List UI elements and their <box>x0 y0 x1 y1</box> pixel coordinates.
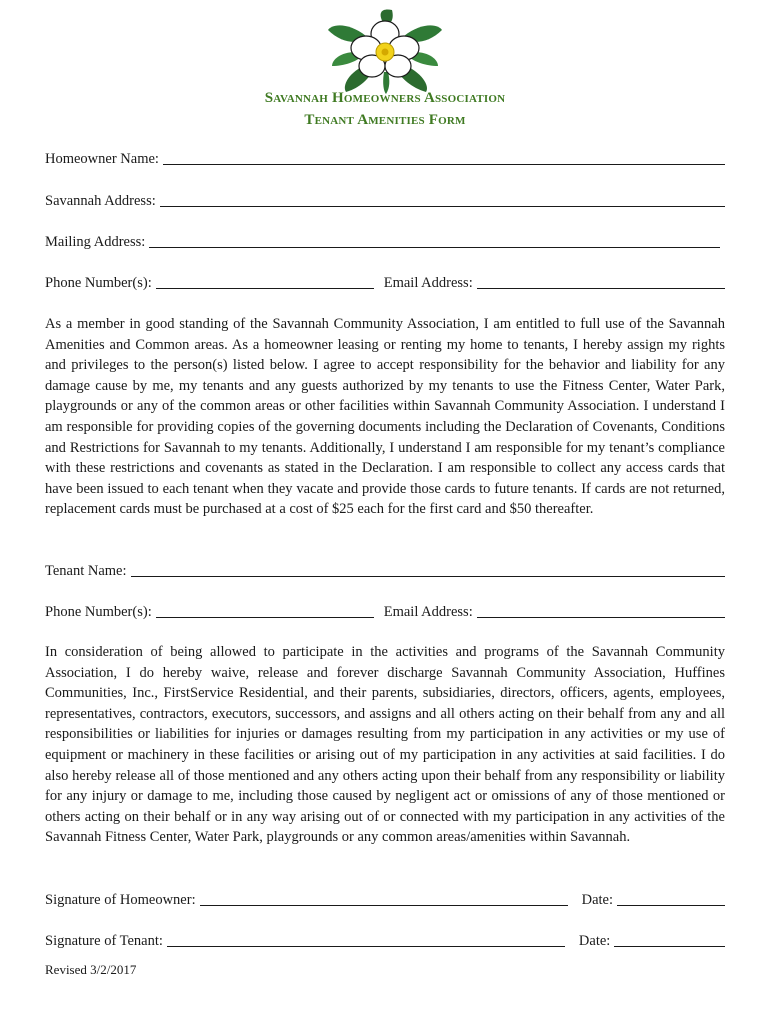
homeowner-email-field[interactable] <box>477 274 725 289</box>
tenant-signature-label: Signature of Tenant: <box>45 933 163 949</box>
homeowner-contact-row <box>45 272 725 292</box>
homeowner-signature-field[interactable] <box>200 891 568 906</box>
tenant-signature-row <box>45 930 725 950</box>
waiver-paragraph: In consideration of being allowed to participate in the activities and programs of the Savannah Community Association, I do hereby waive, release and forever discharge Savannah Community Association, Huffines Communities, Inc., FirstService Residential, and their parents, subsidiaries, directors, officers, agents, employees, representatives, contractors, executors, successors, and assigns and all others acting on their behalf from any and all responsibilities or liabilities for injuries or damages resulting from my participation in any activities or my use of equipment or machinery in these facilities or arising out of my participation in any activities at said facilities. I do also hereby release all of those mentioned and any others acting upon their behalf from any responsibility or liability for any injury or damage to me, including those caused by negligent act or omissions of any of those mentioned or others acting on their behalf or in any way arising out of or connected with my participation in any activities of the Savannah Fitness Center, Water Park, playgrounds or any common areas/amenities within Savannah. <box>45 644 725 846</box>
homeowner-signature-row <box>45 889 725 909</box>
homeowner-phone-field[interactable] <box>156 274 374 289</box>
form-title-association: Savannah Homeowners Association <box>264 90 506 106</box>
homeowner-phone-label: Phone Number(s): <box>45 275 152 291</box>
tenant-email-label: Email Address: <box>383 604 473 620</box>
mailing-address-row <box>45 231 720 251</box>
tenant-phone-field[interactable] <box>156 603 374 618</box>
form-title-tenant-amenities: Tenant Amenities Form <box>304 112 466 128</box>
savannah-address-row <box>45 190 725 210</box>
savannah-address-field[interactable] <box>160 192 725 207</box>
tenant-email-field[interactable] <box>477 603 725 618</box>
tenant-date-field[interactable] <box>614 932 725 947</box>
tenant-phone-label: Phone Number(s): <box>45 604 152 620</box>
tenant-contact-row <box>45 601 725 621</box>
tenant-name-field[interactable] <box>131 562 725 577</box>
tenant-name-label: Tenant Name: <box>45 563 127 579</box>
revision-date: Revised 3/2/2017 <box>45 962 137 977</box>
mailing-address-field[interactable] <box>149 233 720 248</box>
homeowner-date-label: Date: <box>581 892 614 908</box>
mailing-address-label: Mailing Address: <box>45 234 146 250</box>
homeowner-date-field[interactable] <box>617 891 725 906</box>
tenant-date-label: Date: <box>578 933 611 949</box>
tenant-signature-field[interactable] <box>167 932 565 947</box>
tenant-name-row <box>45 560 725 580</box>
homeowner-signature-label: Signature of Homeowner: <box>45 892 196 908</box>
homeowner-name-field[interactable] <box>163 150 725 165</box>
homeowner-email-label: Email Address: <box>383 275 473 291</box>
assignment-paragraph: As a member in good standing of the Savannah Community Association, I am entitled to full use of the Savannah Amenities and Common areas. As a homeowner leasing or renting my home to tenants, I hereby assign my rights and privileges to the person(s) listed below. I agree to accept responsibility for the behavior and liability for any damage cause by me, my tenants and any guests authorized by my tenants to use the Fitness Center, Water Park, playgrounds or any of the common areas or other facilities within Savannah Community Association. I understand I am responsible for providing copies of the governing documents including the Declaration of Covenants, Conditions and Restrictions for Savannah to my tenants. Additionally, I understand I am responsible for my tenant’s compliance with these restrictions and covenants as stated in the Declaration. I am responsible to collect any access cards that have been issued to each tenant when they vacate and provide those cards to future tenants. If cards are not returned, replacement cards must be purchased at a cost of $25 each for the first card and $50 thereafter. <box>45 316 725 518</box>
magnolia-flower-icon <box>326 8 444 94</box>
savannah-address-label: Savannah Address: <box>45 193 156 209</box>
homeowner-name-label: Homeowner Name: <box>45 151 159 167</box>
homeowner-name-row <box>45 148 725 168</box>
